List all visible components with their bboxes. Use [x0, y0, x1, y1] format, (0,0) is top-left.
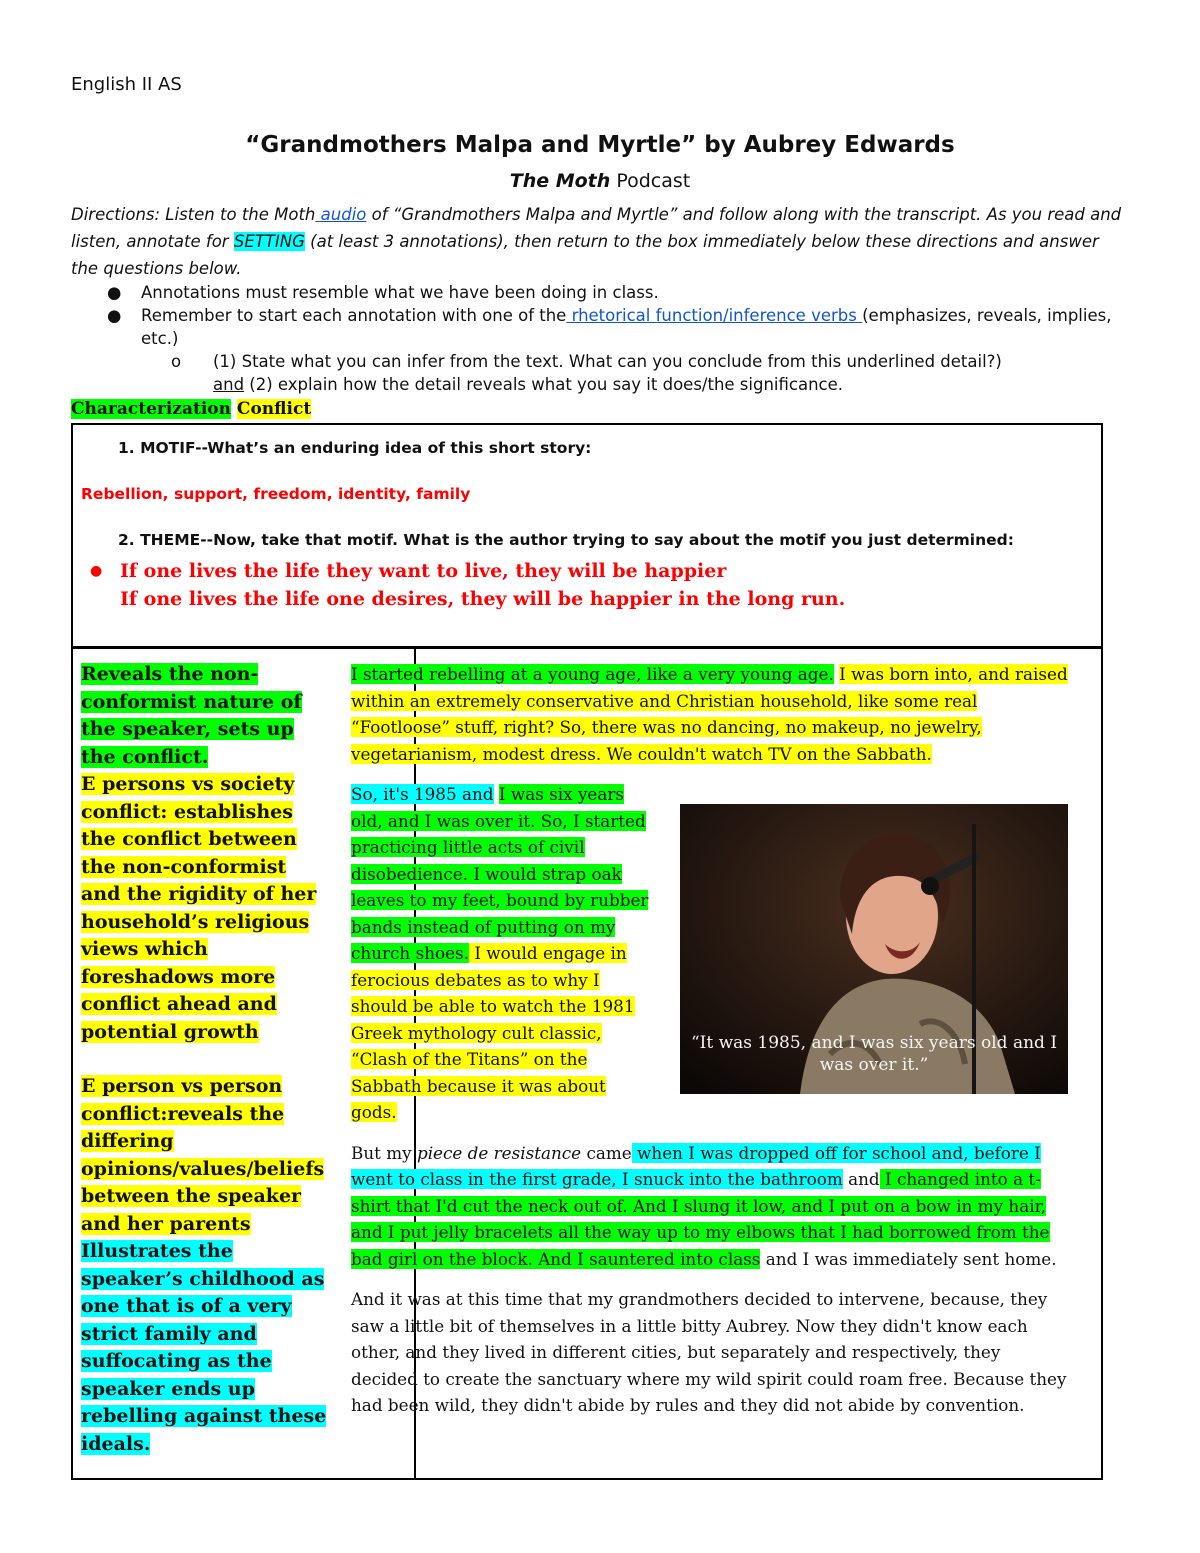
highlight-conflict: I was born into, and raised within an extremely conservative and Christian household, like some real “Footloose” stuff, right? So, there was no dancing, no makeup, no jewelry, vegetarianism, modest dress. We couldn't watch TV on the Sabbath. [351, 664, 1068, 764]
annotation-note [81, 661, 331, 771]
bullet-icon: ● [107, 283, 122, 302]
highlight-conflict: I would engage in ferocious debates as to why I should be able to watch the 1981 Greek mythology cult classic, “Clash of the Titans” on the Sabbath because it was about gods. [351, 943, 635, 1122]
legend-characterization: Characterization [71, 399, 231, 419]
subtitle-rest: Podcast [610, 170, 691, 192]
list-item-text: Remember to start each annotation with one of the [141, 306, 567, 325]
transcript-paragraph [351, 1140, 1071, 1273]
highlight-setting: So, it's 1985 and [351, 784, 494, 804]
directions [71, 201, 1131, 282]
directions-text: (at least 3 annotations), then return to the box immediately below these directions and answer the questions below. [71, 232, 1099, 278]
annotation-note [81, 1073, 331, 1238]
theme-question: 2. THEME--Now, take that motif. What is the author trying to say about the motif you just determined: [118, 531, 1014, 549]
transcript-paragraph: And it was at this time that my grandmothers decided to intervene, because, they saw a little bit of themselves in a little bitty Aubrey. Now they didn't know each other, and they lived in different cities, but separately and respectively, they decided to create the sanctuary where my wild spirit could roam free. Because they had been wild, they didn't abide by rules and they did not abide by convention. [351, 1289, 1067, 1415]
transcript-text: and I was immediately sent home. [760, 1248, 1057, 1269]
list-item [71, 350, 1131, 396]
highlight-characterization: I was six years old, and I was over it. So, I started practicing little acts of civil disobedience. I would strap oak leaves to my feet, bound by rubber bands instead of putting on my church shoes. [351, 784, 649, 963]
directions-label: Directions: [71, 205, 161, 224]
list-item-text: Annotations must resemble what we have been doing in class. [141, 283, 659, 302]
transcript-text: and [842, 1169, 880, 1189]
bullet-icon: ● [107, 306, 122, 325]
subtitle-show-name: The Moth [509, 170, 611, 192]
course-name: English II AS [71, 74, 182, 95]
and-underlined: and [213, 375, 245, 394]
annotation-notes-column [81, 661, 331, 1458]
annotation-note [81, 771, 331, 1046]
note-text: Illustrates the speaker’s childhood as one that is of a very strict family and suffocating as the speaker ends up rebelling against these ideals. [81, 1240, 327, 1455]
setting-highlight: SETTING [233, 232, 305, 251]
highlight-setting: when I was dropped off for school and, before I went to class in the first grade, I snuck into the bathroom [351, 1142, 1041, 1189]
theme-answer-line: If one lives the life one desires, they will be happier in the long run. [120, 588, 846, 610]
list-item-text: (2) explain how the detail reveals what you say it does/the significance. [244, 375, 844, 394]
annotation-note [81, 1238, 331, 1458]
circle-bullet-icon: o [171, 352, 182, 371]
document-subtitle [0, 170, 1200, 192]
transcript-text: came [581, 1142, 632, 1163]
note-text: E person vs person conflict:reveals the differing opinions/values/beliefs between the speaker and her parents [81, 1075, 325, 1235]
spacer [81, 1046, 331, 1073]
theme-answer-line: If one lives the life they want to live, they will be happier [120, 560, 727, 582]
document-title: “Grandmothers Malpa and Myrtle” by Aubrey Edwards [245, 132, 955, 158]
motif-answer: Rebellion, support, freedom, identity, family [81, 485, 471, 503]
highlight-characterization: I changed into a t-shirt that I'd cut the neck out of. And I slung it low, and I put on a bow in my hair, and I put jelly bracelets all the way up to my elbows that I had borrowed from the bad girl on the block. And I sauntered into class [351, 1169, 1050, 1269]
bullet-icon: ● [90, 563, 103, 579]
annotation-legend [71, 399, 311, 419]
theme-answer [90, 557, 846, 613]
questions-box [71, 423, 1103, 648]
photo-quote: “It was 1985, and I was six years old and I was over it.” [690, 1033, 1058, 1075]
transcript-text: But my [351, 1142, 417, 1163]
instruction-list [71, 281, 1131, 396]
note-text: Reveals the non-conformist nature of the speaker, sets up the conflict. [81, 663, 302, 768]
highlight-characterization: I started rebelling at a young age, like a very young age. [351, 664, 834, 684]
directions-text: of “Grandmothers Malpa and Myrtle” and follow along with the transcript. As you read and listen, annotate for [71, 205, 1122, 251]
transcript-paragraph [351, 661, 1071, 767]
transcript-italic: piece de resistance [416, 1142, 582, 1163]
rhetorical-verbs-link[interactable]: rhetorical function/inference verbs [566, 306, 863, 325]
list-item-text: (1) State what you can infer from the text. What can you conclude from this underlined detail?) [213, 352, 1002, 371]
directions-text: Listen to the Moth [160, 205, 316, 224]
legend-conflict: Conflict [236, 399, 312, 419]
list-item-text: (emphasizes, reveals, implies, etc.) [141, 306, 1112, 348]
transcript-paragraph [351, 781, 651, 1126]
speaker-photo [680, 804, 1068, 1094]
list-item [71, 281, 1131, 304]
note-text: E persons vs society conflict: establishes the conflict between the non-conformist and the rigidity of her household’s religious views which foreshadows more conflict ahead and potential growth [81, 773, 317, 1043]
list-item [71, 304, 1131, 350]
audio-link[interactable]: audio [315, 205, 367, 224]
motif-question: 1. MOTIF--What’s an enduring idea of this short story: [118, 439, 592, 457]
annotation-table [71, 647, 1103, 1480]
